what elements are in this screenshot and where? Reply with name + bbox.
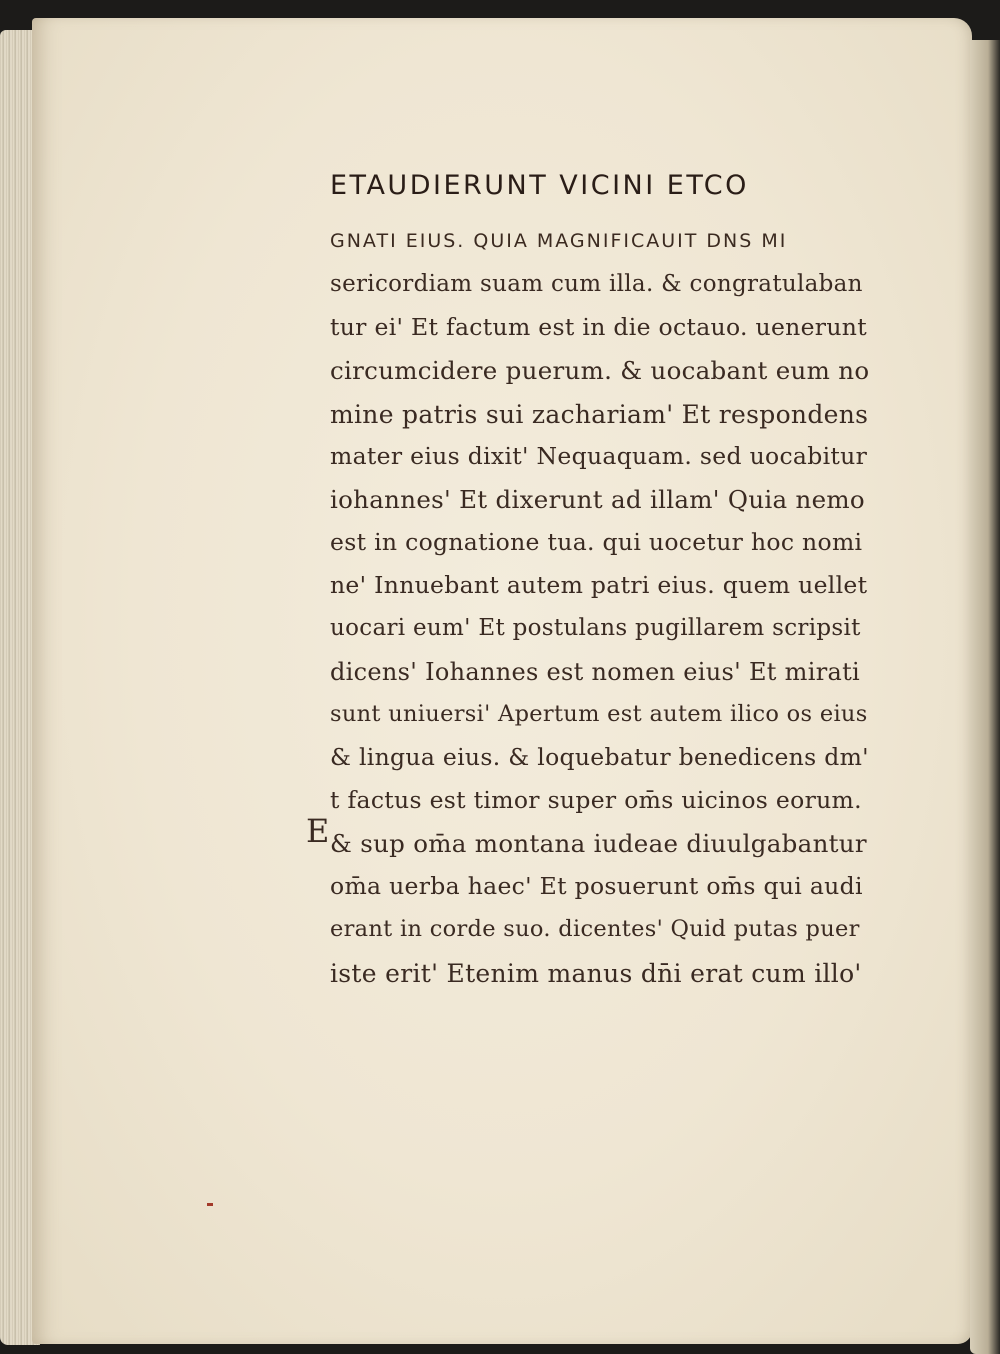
ink-speck — [207, 1203, 213, 1206]
text-line: sericordiam suam cum illa. & congratulaban — [330, 271, 863, 297]
text-line: om̄a uerba haec' Et posuerunt om̄s qui audi — [330, 872, 863, 900]
text-line: dicens' Iohannes est nomen eius' Et mirati — [330, 658, 860, 686]
text-line: iste erit' Etenim manus dn̄i erat cum illo' — [330, 959, 862, 988]
text-line: erant in corde suo. dicentes' Quid putas puer — [330, 916, 860, 942]
text-line: t factus est timor super om̄s uicinos eorum. — [330, 786, 862, 814]
text-line: sunt uniuersi' Apertum est autem ilico os eius — [330, 701, 868, 727]
text-line: & lingua eius. & loquebatur benedicens dm' — [330, 743, 869, 771]
text-line: & sup om̄a montana iudeae diuulgabantur — [330, 829, 867, 858]
next-leaf-edge — [970, 40, 1000, 1354]
text-line: mater eius dixit' Nequaquam. sed uocabitur — [330, 442, 868, 470]
text-line: circumcidere puerum. & uocabant eum no — [330, 356, 870, 385]
text-line: est in cognatione tua. qui uocetur hoc nomi — [330, 528, 863, 556]
text-line: ne' Innuebant autem patri eius. quem uellet — [330, 571, 868, 599]
text-line: mine patris sui zachariam' Et respondens — [330, 400, 869, 429]
text-line: tur ei' Et factum est in die octauo. uenerunt — [330, 313, 867, 341]
text-line: ETAUDIERUNT VICINI ETCO — [330, 170, 749, 201]
text-line: uocari eum' Et postulans pugillarem scripsit — [330, 615, 861, 641]
marginal-initial: E — [306, 812, 330, 850]
text-line: GNATI EIUS. QUIA MAGNIFICAUIT DNS MI — [330, 230, 788, 252]
text-line: iohannes' Et dixerunt ad illam' Quia nemo — [330, 485, 865, 514]
